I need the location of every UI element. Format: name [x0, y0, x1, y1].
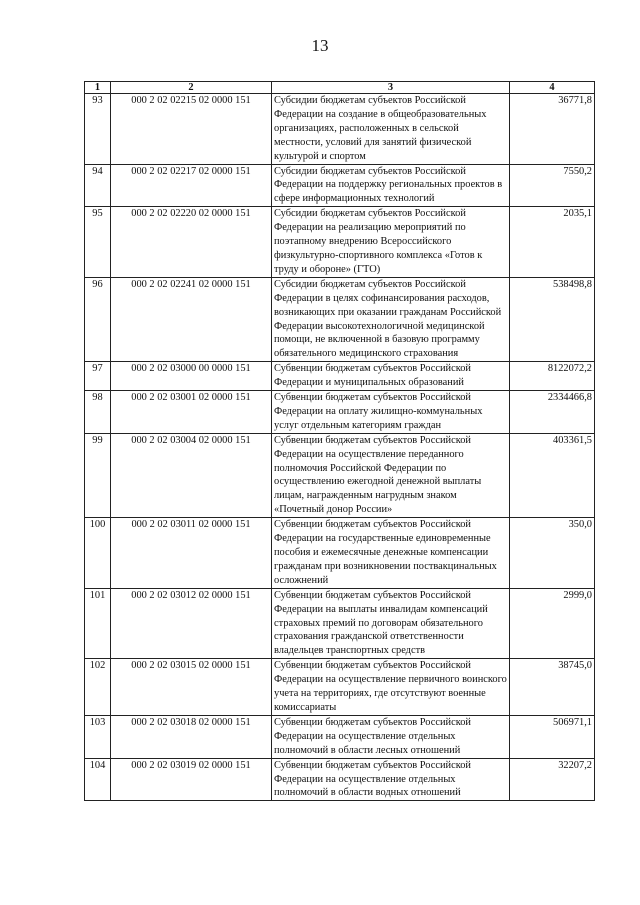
header-col-3: 3: [272, 82, 510, 94]
header-col-1: 1: [85, 82, 111, 94]
row-number: 104: [85, 758, 111, 801]
row-amount: 7550,2: [510, 164, 595, 207]
row-description: Субвенции бюджетам субъектов Российской Федерации на осуществление отдельных полномочий в области водных отношений: [272, 758, 510, 801]
row-amount: 350,0: [510, 518, 595, 589]
classification-code: 000 2 02 03019 02 0000 151: [111, 758, 272, 801]
row-amount: 403361,5: [510, 433, 595, 517]
table-row: [85, 518, 595, 589]
table-row: [85, 164, 595, 207]
row-number: 103: [85, 715, 111, 758]
row-number: 101: [85, 588, 111, 659]
row-number: 93: [85, 94, 111, 165]
classification-code: 000 2 02 02241 02 0000 151: [111, 277, 272, 361]
row-description: Субвенции бюджетам субъектов Российской Федерации на осуществление переданного полномочия Российской Федерации по осуществлению ежегодной денежной выплаты лицам, награжденным нагрудным знаком «Почетный донор России»: [272, 433, 510, 517]
header-row: [85, 82, 595, 94]
row-number: 94: [85, 164, 111, 207]
row-number: 98: [85, 391, 111, 434]
table-row: [85, 277, 595, 361]
classification-code: 000 2 02 03004 02 0000 151: [111, 433, 272, 517]
row-number: 99: [85, 433, 111, 517]
row-description: Субвенции бюджетам субъектов Российской Федерации на осуществление отдельных полномочий в области лесных отношений: [272, 715, 510, 758]
table-row: [85, 758, 595, 801]
page-number: 13: [311, 36, 329, 55]
row-amount: 38745,0: [510, 659, 595, 716]
classification-code: 000 2 02 03001 02 0000 151: [111, 391, 272, 434]
row-description: Субсидии бюджетам субъектов Российской Федерации в целях софинансирования расходов, возникающих при оказании гражданам Российской Федерации высокотехнологичной медицинской помощи, не включенной в базовую программу обязательного медицинского страхования: [272, 277, 510, 361]
budget-table: [84, 81, 595, 801]
row-description: Субвенции бюджетам субъектов Российской Федерации на государственные единовременные пособия и ежемесячные денежные компенсации гражданам при возникновении поствакцинальных осложнений: [272, 518, 510, 589]
row-amount: 2035,1: [510, 207, 595, 278]
classification-code: 000 2 02 03018 02 0000 151: [111, 715, 272, 758]
row-description: Субвенции бюджетам субъектов Российской Федерации на выплаты инвалидам компенсаций страховых премий по договорам обязательного страхования гражданской ответственности владельцев транспортных средств: [272, 588, 510, 659]
table-row: [85, 391, 595, 434]
row-description: Субсидии бюджетам субъектов Российской Федерации на реализацию мероприятий по поэтапному внедрению Всероссийского физкультурно-спортивного комплекса «Готов к труду и обороне» (ГТО): [272, 207, 510, 278]
table-row: [85, 362, 595, 391]
row-amount: 2334466,8: [510, 391, 595, 434]
classification-code: 000 2 02 03000 00 0000 151: [111, 362, 272, 391]
row-number: 100: [85, 518, 111, 589]
table-row: [85, 94, 595, 165]
row-number: 97: [85, 362, 111, 391]
classification-code: 000 2 02 03012 02 0000 151: [111, 588, 272, 659]
row-amount: 36771,8: [510, 94, 595, 165]
classification-code: 000 2 02 02220 02 0000 151: [111, 207, 272, 278]
classification-code: 000 2 02 02215 02 0000 151: [111, 94, 272, 165]
table-row: [85, 659, 595, 716]
header-col-2: 2: [111, 82, 272, 94]
row-number: 102: [85, 659, 111, 716]
table-row: [85, 433, 595, 517]
classification-code: 000 2 02 02217 02 0000 151: [111, 164, 272, 207]
row-amount: 32207,2: [510, 758, 595, 801]
row-amount: 2999,0: [510, 588, 595, 659]
row-description: Субсидии бюджетам субъектов Российской Федерации на поддержку региональных проектов в сфере информационных технологий: [272, 164, 510, 207]
classification-code: 000 2 02 03011 02 0000 151: [111, 518, 272, 589]
row-amount: 538498,8: [510, 277, 595, 361]
table-row: [85, 715, 595, 758]
row-description: Субсидии бюджетам субъектов Российской Федерации на создание в общеобразовательных организациях, расположенных в сельской местности, условий для занятий физической культурой и спортом: [272, 94, 510, 165]
row-number: 95: [85, 207, 111, 278]
table-row: [85, 207, 595, 278]
row-description: Субвенции бюджетам субъектов Российской Федерации на оплату жилищно-коммунальных услуг отдельным категориям граждан: [272, 391, 510, 434]
row-description: Субвенции бюджетам субъектов Российской Федерации и муниципальных образований: [272, 362, 510, 391]
table-row: [85, 588, 595, 659]
row-description: Субвенции бюджетам субъектов Российской Федерации на осуществление первичного воинского учета на территориях, где отсутствуют военные комиссариаты: [272, 659, 510, 716]
row-amount: 8122072,2: [510, 362, 595, 391]
header-col-4: 4: [510, 82, 595, 94]
classification-code: 000 2 02 03015 02 0000 151: [111, 659, 272, 716]
row-number: 96: [85, 277, 111, 361]
row-amount: 506971,1: [510, 715, 595, 758]
